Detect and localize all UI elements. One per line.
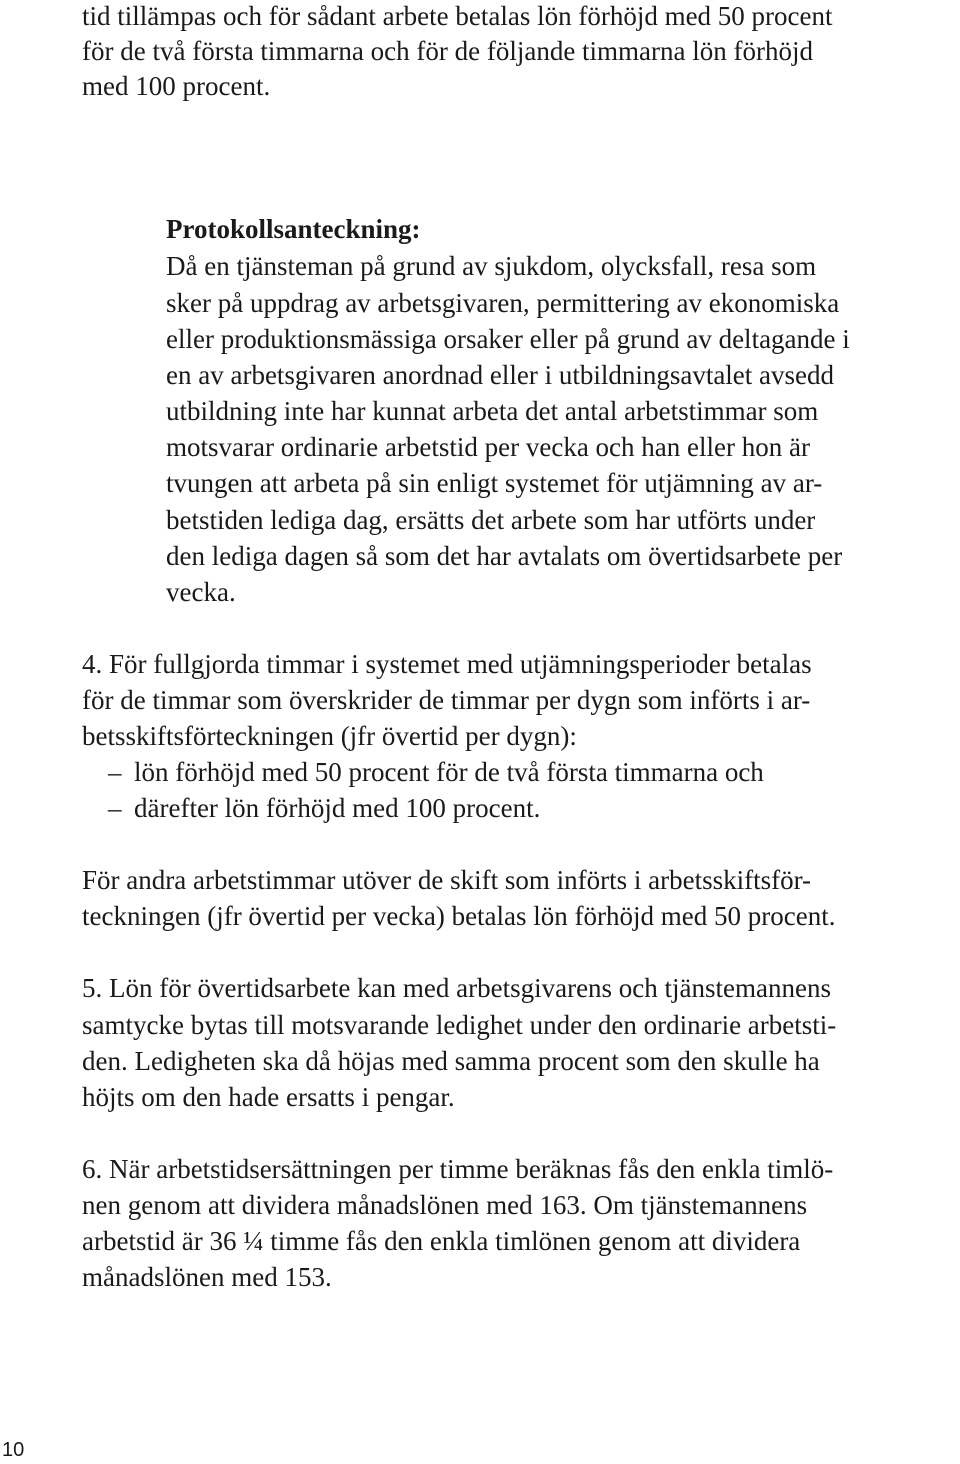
intro-line-2: för de två första timmarna och för de följande timmarna lön förhöjd <box>82 36 814 66</box>
protocol-note-line-5: utbildning inte har kunnat arbeta det antal arbetstimmar som <box>166 396 819 426</box>
section-4-list-item <box>108 790 540 826</box>
section-6-line-2: nen genom att dividera månadslönen med 163. Om tjänstemannens <box>82 1190 808 1220</box>
protocol-note-line-7: tvungen att arbeta på sin enligt systemet för utjämning av ar- <box>166 468 823 498</box>
list-dash: – <box>108 757 122 787</box>
section-4-line-2: för de timmar som överskrider de timmar per dygn som införts i ar- <box>82 685 811 715</box>
section-5-line-4: höjts om den hade ersatts i pengar. <box>82 1082 455 1112</box>
list-item-text: därefter lön förhöjd med 100 procent. <box>134 793 541 823</box>
intro-line-3: med 100 procent. <box>82 71 271 101</box>
section-6-line-3: arbetstid är 36 ¼ timme fås den enkla timlönen genom att dividera <box>82 1226 801 1256</box>
section-4-line-1: 4. För fullgjorda timmar i systemet med utjämningsperioder betalas <box>82 649 812 679</box>
other-hours-line-1: För andra arbetstimmar utöver de skift som införts i arbetsskiftsför- <box>82 865 812 895</box>
page-number: 10 <box>2 1439 25 1461</box>
section-6-line-4: månadslönen med 153. <box>82 1262 332 1292</box>
protocol-note-line-9: den lediga dagen så som det har avtalats om övertidsarbete per <box>166 541 843 571</box>
section-4-list-item <box>108 754 764 790</box>
protocol-note-line-6: motsvarar ordinarie arbetstid per vecka och han eller hon är <box>166 432 810 462</box>
protocol-note-line-10: vecka. <box>166 577 236 607</box>
section-6-line-1: 6. När arbetstidsersättningen per timme beräknas fås den enkla timlö- <box>82 1154 834 1184</box>
other-hours-line-2: teckningen (jfr övertid per vecka) betalas lön förhöjd med 50 procent. <box>82 901 836 931</box>
intro-line-1: tid tillämpas och för sådant arbete betalas lön förhöjd med 50 procent <box>82 1 833 31</box>
protocol-note-line-4: en av arbetsgivaren anordnad eller i utbildningsavtalet avsedd <box>166 360 835 390</box>
list-item-text: lön förhöjd med 50 procent för de två första timmarna och <box>134 757 764 787</box>
protocol-note-line-3: eller produktionsmässiga orsaker eller på grund av deltagande i <box>166 324 850 354</box>
section-5-line-1: 5. Lön för övertidsarbete kan med arbetsgivarens och tjänstemannens <box>82 973 831 1003</box>
list-dash: – <box>108 793 122 823</box>
protocol-note-line-8: betstiden lediga dag, ersätts det arbete som har utförts under <box>166 505 816 535</box>
section-4-line-3: betsskiftsförteckningen (jfr övertid per dygn): <box>82 721 577 751</box>
section-5-line-2: samtycke bytas till motsvarande ledighet under den ordinarie arbetsti- <box>82 1010 837 1040</box>
protocol-note-heading: Protokollsanteckning: <box>166 214 421 244</box>
protocol-note-line-2: sker på uppdrag av arbetsgivaren, permittering av ekonomiska <box>166 288 840 318</box>
protocol-note-line-1: Då en tjänsteman på grund av sjukdom, olycksfall, resa som <box>166 251 817 281</box>
section-5-line-3: den. Ledigheten ska då höjas med samma procent som den skulle ha <box>82 1046 820 1076</box>
